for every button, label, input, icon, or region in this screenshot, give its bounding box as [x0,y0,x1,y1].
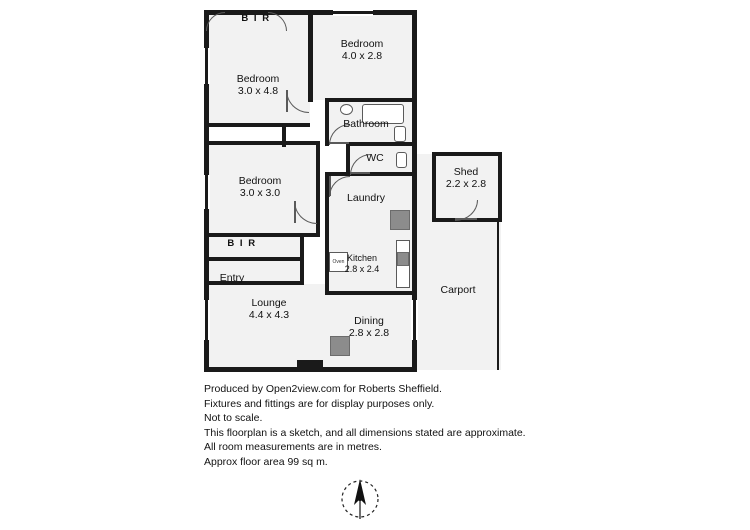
door-leaf-wc [350,172,370,174]
note-line-6: Approx floor area 99 sq m. [204,455,328,468]
label-bir-mid [212,238,272,250]
label-lounge [208,297,330,321]
shed-name: Shed [453,166,479,178]
lounge-dim: 4.4 x 4.3 [248,309,290,321]
note-line-4: This floorplan is a sketch, and all dimensions stated are approximate. [204,426,526,439]
wall-bir-mid-bottom [204,257,304,261]
dining-dim: 2.8 x 2.8 [348,327,390,339]
label-laundry [330,192,402,204]
wall-bedroom2-bathroom [325,98,417,102]
bedroom-2-dim: 4.0 x 2.8 [341,50,383,62]
front-door-threshold [297,360,323,370]
window-bedroom2-top-frame [333,11,373,14]
label-dining [330,315,408,339]
laundry-name: Laundry [347,192,385,204]
basin-fixture [340,104,353,115]
compass-rose [334,473,386,525]
entry-name: Entry [219,272,245,284]
label-bathroom [327,118,405,130]
label-bedroom-1 [208,73,308,97]
note-line-2: Fixtures and fittings are for display purposes only. [204,397,435,410]
wall-bathroom-wc [346,142,417,146]
floorplan-notes [204,382,526,470]
bedroom-1-dim: 3.0 x 4.8 [237,85,279,97]
dining-heater [330,336,350,356]
label-shed [434,166,498,190]
wall-exterior-right-upper [412,10,417,105]
kitchen-sink [397,252,409,266]
note-line-5: All room measurements are in metres. [204,441,382,454]
note-line-3: Not to scale. [204,412,263,425]
wall-shed-right [498,152,502,222]
label-bedroom-3 [208,175,312,199]
wall-wc-laundry [325,172,417,176]
label-wc [355,152,395,164]
label-carport [420,284,496,296]
oven-label: Oven [332,259,345,265]
wall-shed-top [432,152,502,156]
door-leaf-shed [455,218,477,220]
bedroom-2-name: Bedroom [340,38,384,50]
label-bir-top [226,13,286,25]
carport-name: Carport [440,284,476,296]
wall-carport-right [497,222,499,370]
bir-mid-text: B I R [227,238,257,249]
bedroom-3-name: Bedroom [238,175,282,187]
shed-dim: 2.2 x 2.8 [445,178,487,190]
label-kitchen [330,253,394,275]
kitchen-dim: 2.8 x 2.4 [344,264,380,274]
wall-bedroom3-top [204,141,320,145]
label-bedroom-2 [312,38,412,62]
wall-entry-right [300,233,304,285]
bedroom-1-name: Bedroom [236,73,280,85]
door-leaf-bedroom3 [294,201,296,223]
bathroom-name: Bathroom [343,118,389,130]
bedroom-3-dim: 3.0 x 3.0 [239,187,281,199]
door-leaf-bathroom [329,142,349,144]
toilet-fixture [396,152,407,168]
wall-bedroom1-hall [204,123,310,127]
laundry-appliance [390,210,410,230]
dining-name: Dining [354,315,384,327]
wc-name: WC [366,152,384,164]
window-dining-right-frame [413,300,416,340]
bir-top-text: B I R [241,13,271,24]
note-line-1: Produced by Open2view.com for Roberts Sheffield. [204,383,442,395]
label-entry [206,272,258,284]
kitchen-name: Kitchen [346,253,378,263]
lounge-name: Lounge [251,297,287,309]
wall-kitchen-bottom [325,291,417,295]
